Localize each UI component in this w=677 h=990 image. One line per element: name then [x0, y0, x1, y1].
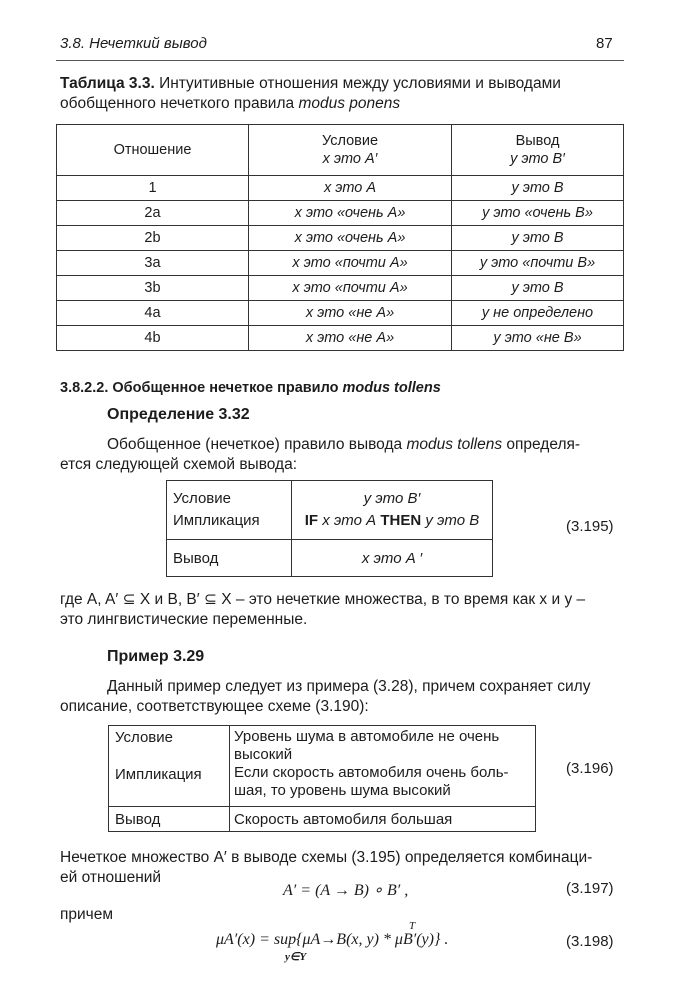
- example-title: Пример 3.29: [107, 648, 205, 665]
- where-paragraph: [60, 590, 628, 630]
- fuzzy-set-line-2: ей отношений: [60, 869, 162, 886]
- cell-relation: 4a: [57, 301, 249, 326]
- scheme196-condition-line-2: высокий: [234, 746, 293, 763]
- relations-table: [56, 124, 624, 351]
- equation-198-superscript: T: [409, 920, 416, 932]
- table-row: [57, 326, 624, 351]
- header-conclusion-label: Вывод: [515, 133, 560, 149]
- cell-condition: x это «не A»: [249, 301, 452, 326]
- cell-conclusion: y это B: [452, 226, 624, 251]
- header-rule: [56, 60, 624, 61]
- if-premise: x это A: [322, 512, 377, 529]
- section-heading: [60, 380, 441, 396]
- scheme-label-implication: Импликация: [173, 512, 260, 529]
- equation-198: μA′(x) = sup{μA→B(x, y) * μB′(y)} .: [216, 931, 449, 948]
- example-line-2: описание, соответствующее схеме (3.190):: [60, 698, 369, 715]
- definition-line-2: ется следующей схемой вывода:: [60, 456, 298, 473]
- header-relation: [57, 125, 249, 176]
- scheme196-label-conclusion: Вывод: [109, 807, 230, 832]
- scheme196-label-condition: Условие: [115, 729, 173, 746]
- cell-relation: 4b: [57, 326, 249, 351]
- cell-conclusion: y это «не B»: [452, 326, 624, 351]
- example-paragraph: [60, 677, 625, 717]
- scheme196-label-implication: Импликация: [115, 766, 202, 783]
- cell-conclusion: y это B: [452, 176, 624, 201]
- table-header-row: [57, 125, 624, 176]
- table-row: [57, 251, 624, 276]
- scheme-label-condition: Условие: [173, 490, 231, 507]
- if-keyword: IF: [304, 512, 319, 529]
- table-caption-line-2: [60, 94, 625, 114]
- cell-condition: x это A: [249, 176, 452, 201]
- scheme196-row-premises: [109, 726, 536, 807]
- definition-text-a: Обобщенное (нечеткое) правило вывода: [107, 436, 403, 453]
- where-line-1: где A, A′ ⊆ X и B, B′ ⊆ X – это нечеткие множества, в то время как x и y –: [60, 591, 586, 608]
- cell-condition: x это «очень A»: [249, 201, 452, 226]
- header-condition-label: Условие: [321, 133, 379, 149]
- definition-title: Определение 3.32: [107, 406, 250, 423]
- fuzzy-set-line-1: Нечеткое множество A′ в выводе схемы (3.195) определяется комбинаци-: [60, 849, 593, 866]
- scheme-labels: [167, 481, 292, 540]
- scheme-label-conclusion: Вывод: [167, 540, 292, 577]
- header-relation-label: Отношение: [113, 142, 192, 158]
- cell-condition: x это «очень A»: [249, 226, 452, 251]
- inference-scheme-195: [166, 480, 493, 577]
- cell-relation: 2a: [57, 201, 249, 226]
- equation-197: A′ = (A → B) ∘ B′ ,: [283, 882, 409, 899]
- cell-conclusion: y не определено: [452, 301, 624, 326]
- cell-condition: x это «почти A»: [249, 251, 452, 276]
- definition-text-italic: modus tollens: [406, 436, 503, 453]
- header-condition-formula: x это A′: [322, 151, 378, 167]
- table-caption-text-2: обобщенного нечеткого правила: [60, 95, 295, 112]
- table-caption-italic: modus ponens: [298, 95, 401, 112]
- table-row: [57, 201, 624, 226]
- definition-line-1: [60, 435, 625, 455]
- scheme-implication: [298, 510, 486, 532]
- equation-198-subscript: y∈Y: [285, 951, 307, 963]
- page-number: 87: [596, 35, 613, 52]
- cell-conclusion: y это «очень B»: [452, 201, 624, 226]
- scheme196-condition-line-1: Уровень шума в автомобиле не очень: [234, 728, 500, 745]
- then-keyword: THEN: [380, 512, 422, 529]
- scheme196-conclusion: Скорость автомобиля большая: [230, 807, 536, 832]
- cell-conclusion: y это B: [452, 276, 624, 301]
- table-row: [57, 301, 624, 326]
- cell-relation: 1: [57, 176, 249, 201]
- equation-number-196: (3.196): [566, 760, 614, 777]
- then-consequent: y это B: [425, 512, 480, 529]
- scheme-premises: [292, 481, 493, 540]
- scheme-condition: y это B′: [363, 490, 421, 507]
- where-line-2: это лингвистические переменные.: [60, 611, 308, 628]
- header-conclusion-formula: y это B′: [510, 151, 565, 167]
- table-caption-text-1: Интуитивные отношения между условиями и выводами: [159, 75, 561, 92]
- running-header-section: 3.8. Нечеткий вывод: [60, 35, 207, 52]
- scheme196-row-conclusion: [109, 807, 536, 832]
- scheme196-labels: [109, 726, 230, 807]
- equation-number-195: (3.195): [566, 518, 614, 535]
- header-condition: [249, 125, 452, 176]
- cell-relation: 3b: [57, 276, 249, 301]
- equation-number-197: (3.197): [566, 880, 614, 897]
- table-caption-label: Таблица 3.3.: [60, 75, 155, 92]
- table-row: [57, 276, 624, 301]
- table-row: [57, 176, 624, 201]
- equation-number-198: (3.198): [566, 933, 614, 950]
- header-conclusion: [452, 125, 624, 176]
- scheme-row-premises: [167, 481, 493, 540]
- definition-text-b: определя-: [506, 436, 581, 453]
- cell-condition: x это «не A»: [249, 326, 452, 351]
- inference-scheme-196: [108, 725, 536, 832]
- scheme196-implication-line-2: шая, то уровень шума высокий: [234, 782, 451, 799]
- table-caption-line-1: [60, 74, 625, 94]
- cell-relation: 3a: [57, 251, 249, 276]
- example-line-1: Данный пример следует из примера (3.28), причем сохраняет силу: [107, 678, 591, 695]
- table-row: [57, 226, 624, 251]
- section-heading-text: 3.8.2.2. Обобщенное нечеткое правило: [60, 380, 339, 396]
- scheme-conclusion: x это A ′: [292, 540, 493, 577]
- scheme-row-conclusion: [167, 540, 493, 577]
- cell-relation: 2b: [57, 226, 249, 251]
- prichem-text: причем: [60, 906, 114, 923]
- scheme196-premises: [230, 726, 536, 807]
- cell-condition: x это «почти A»: [249, 276, 452, 301]
- table-caption: [60, 74, 625, 114]
- definition-paragraph: [60, 435, 625, 475]
- cell-conclusion: y это «почти B»: [452, 251, 624, 276]
- scheme196-implication-line-1: Если скорость автомобиля очень боль-: [234, 764, 509, 781]
- section-heading-italic: modus tollens: [342, 380, 441, 396]
